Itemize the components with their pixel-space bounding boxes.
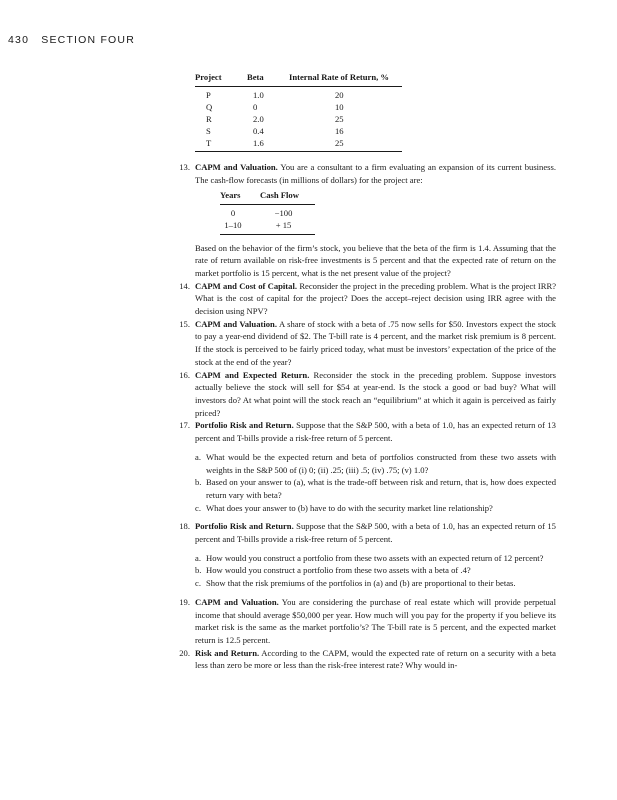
page-header	[8, 34, 135, 46]
col-header-years: Years	[220, 190, 260, 204]
cell-irr: 25	[289, 138, 402, 152]
cell-beta: 0.4	[253, 125, 264, 136]
problem-text: You are a consultant to a firm evaluating an expansion of its current business. The cash-flow forecasts (in millions of dollars) for the project are:	[195, 162, 556, 186]
sub-question-letter: c.	[195, 578, 201, 589]
sub-question-letter: b.	[195, 477, 202, 488]
table-row	[195, 126, 402, 138]
problem-number: 20.	[179, 647, 190, 658]
problem-title: CAPM and Valuation.	[195, 162, 278, 173]
sub-question-text: What does your answer to (b) have to do with the security market line relationship?	[206, 502, 493, 513]
problem-16	[170, 369, 556, 420]
cash-flow-table	[220, 190, 315, 235]
problem-title: Portfolio Risk and Return.	[195, 420, 294, 431]
sub-question-letter: c.	[195, 502, 201, 513]
sub-question-list	[195, 552, 556, 590]
problem-text: Reconsider the stock in the preceding problem. Suppose investors actually believe the stock will sell for $54 at year-end. Is the stock a good or bad buy? What will investors do? At what point will the stock reach an “equilibrium” at which it again is perceived as fairly priced?	[195, 369, 557, 418]
cell-project: T	[195, 138, 247, 152]
problem-title: Portfolio Risk and Return.	[195, 521, 294, 532]
table-row	[195, 102, 402, 114]
sub-question	[195, 577, 556, 590]
table-row	[220, 220, 315, 234]
cell-project: P	[206, 89, 211, 100]
sub-question-letter: a.	[195, 451, 201, 462]
table-row	[195, 114, 402, 126]
problem-text: Suppose that the S&P 500, with a beta of 1.0, has an expected return of 13 percent and T-bills provide a risk-free return of 5 percent.	[195, 420, 556, 444]
problem-13	[170, 161, 556, 279]
problem-text: You are considering the purchase of real estate which will provide perpetual income that should average $50,000 per year. How much will you pay for the property if you believe its market risk is the same as the market portfolio’s? The T-bill rate is 5 percent, and the expected market return is 12.5 percent.	[195, 596, 556, 645]
sub-question	[195, 502, 556, 515]
cell-project: Q	[206, 101, 213, 112]
cell-irr: 25	[335, 113, 344, 124]
col-header-cash-flow: Cash Flow	[260, 190, 315, 204]
sub-question-letter: a.	[195, 552, 201, 563]
sub-question-text: How would you construct a portfolio from these two assets with an expected return of 12 percent?	[206, 552, 544, 563]
sub-question-text: Based on your answer to (a), what is the trade-off between risk and return, that is, how does expected return vary with beta?	[206, 477, 556, 500]
problem-title: CAPM and Expected Return.	[195, 369, 310, 380]
section-title: SECTION FOUR	[41, 34, 135, 46]
sub-question	[195, 476, 556, 501]
problem-18	[170, 520, 556, 590]
cell-beta: 1.6	[247, 138, 289, 152]
cell-beta: 1.0	[253, 89, 264, 100]
problem-15	[170, 318, 556, 369]
problem-title: Risk and Return.	[195, 647, 260, 658]
cell-project: R	[206, 113, 212, 124]
problem-number: 15.	[179, 318, 190, 329]
cell-irr: 20	[335, 89, 344, 100]
problem-number: 16.	[179, 369, 190, 380]
problem-14	[170, 280, 556, 318]
table-row	[220, 204, 315, 219]
table-row	[195, 86, 402, 101]
sub-question-letter: b.	[195, 565, 202, 576]
sub-question	[195, 451, 556, 476]
sub-question-text: What would be the expected return and beta of portfolios constructed from these two assets with weights in the S&P 500 of (i) 0; (ii) .25; (iii) .5; (iv) .75; (v) 1.0?	[206, 451, 556, 475]
cell-beta: 2.0	[253, 113, 264, 124]
cell-beta: 0	[253, 101, 258, 112]
cell-project: S	[206, 125, 211, 136]
problem-text: According to the CAPM, would the expected rate of return on a security with a beta less than zero be more or less than the risk-free interest rate? Why would in-	[195, 647, 556, 671]
cell-cash-flow: + 15	[260, 220, 315, 234]
problem-title: CAPM and Valuation.	[195, 318, 277, 329]
problem-19	[170, 596, 556, 647]
cell-years: 0	[230, 207, 236, 218]
problem-20	[170, 647, 556, 672]
sub-question-text: How would you construct a portfolio from these two assets with a beta of .4?	[206, 565, 471, 576]
cell-years: 1–10	[220, 220, 260, 234]
problem-text-continued: Based on the behavior of the firm’s stock, you believe that the beta of the firm is 1.4. Assuming that the rate of return available on risk-free investments is 5 percent and that the expected rate of return on the market portfolio is 15 percent, what is the net present value of the project?	[195, 242, 556, 278]
table-row	[195, 138, 402, 152]
problem-number: 14.	[179, 280, 190, 291]
project-table	[195, 72, 402, 152]
col-header-beta: Beta	[247, 72, 289, 86]
problem-text: Reconsider the project in the preceding problem. What is the project IRR? What is the cost of capital for the project? Does the accept–reject decision using IRR agree with the decision using NPV?	[195, 280, 557, 317]
sub-question-text: Show that the risk premiums of the portfolios in (a) and (b) are proportional to their betas.	[206, 578, 516, 589]
page-number: 430	[8, 34, 30, 46]
sub-question	[195, 564, 556, 577]
col-header-irr: Internal Rate of Return, %	[289, 72, 402, 86]
problem-text: Suppose that the S&P 500, with a beta of 1.0, has an expected return of 15 percent and T-bills provide a risk-free return of 5 percent.	[195, 521, 556, 545]
col-header-project: Project	[195, 72, 247, 86]
cell-irr: 10	[335, 101, 344, 112]
page-content	[170, 72, 556, 672]
sub-question	[195, 552, 556, 565]
cell-cash-flow: −100	[274, 207, 293, 218]
problem-number: 13.	[179, 162, 190, 173]
problem-17	[170, 419, 556, 514]
cell-irr: 16	[335, 125, 344, 136]
problem-title: CAPM and Cost of Capital.	[195, 280, 298, 291]
sub-question-list	[195, 451, 556, 515]
problem-number: 17.	[179, 420, 190, 431]
problem-number: 19.	[179, 596, 190, 607]
problem-number: 18.	[179, 521, 190, 532]
problem-title: CAPM and Valuation.	[195, 596, 279, 607]
problem-text: A share of stock with a beta of .75 now sells for $50. Investors expect the stock to pay a year-end dividend of $2. The T-bill rate is 4 percent, and the market risk premium is 8 percent. If the stock is perceived to be fairly priced today, what must be investors’ expectation of the price of the stock at the end of the year?	[195, 318, 556, 367]
